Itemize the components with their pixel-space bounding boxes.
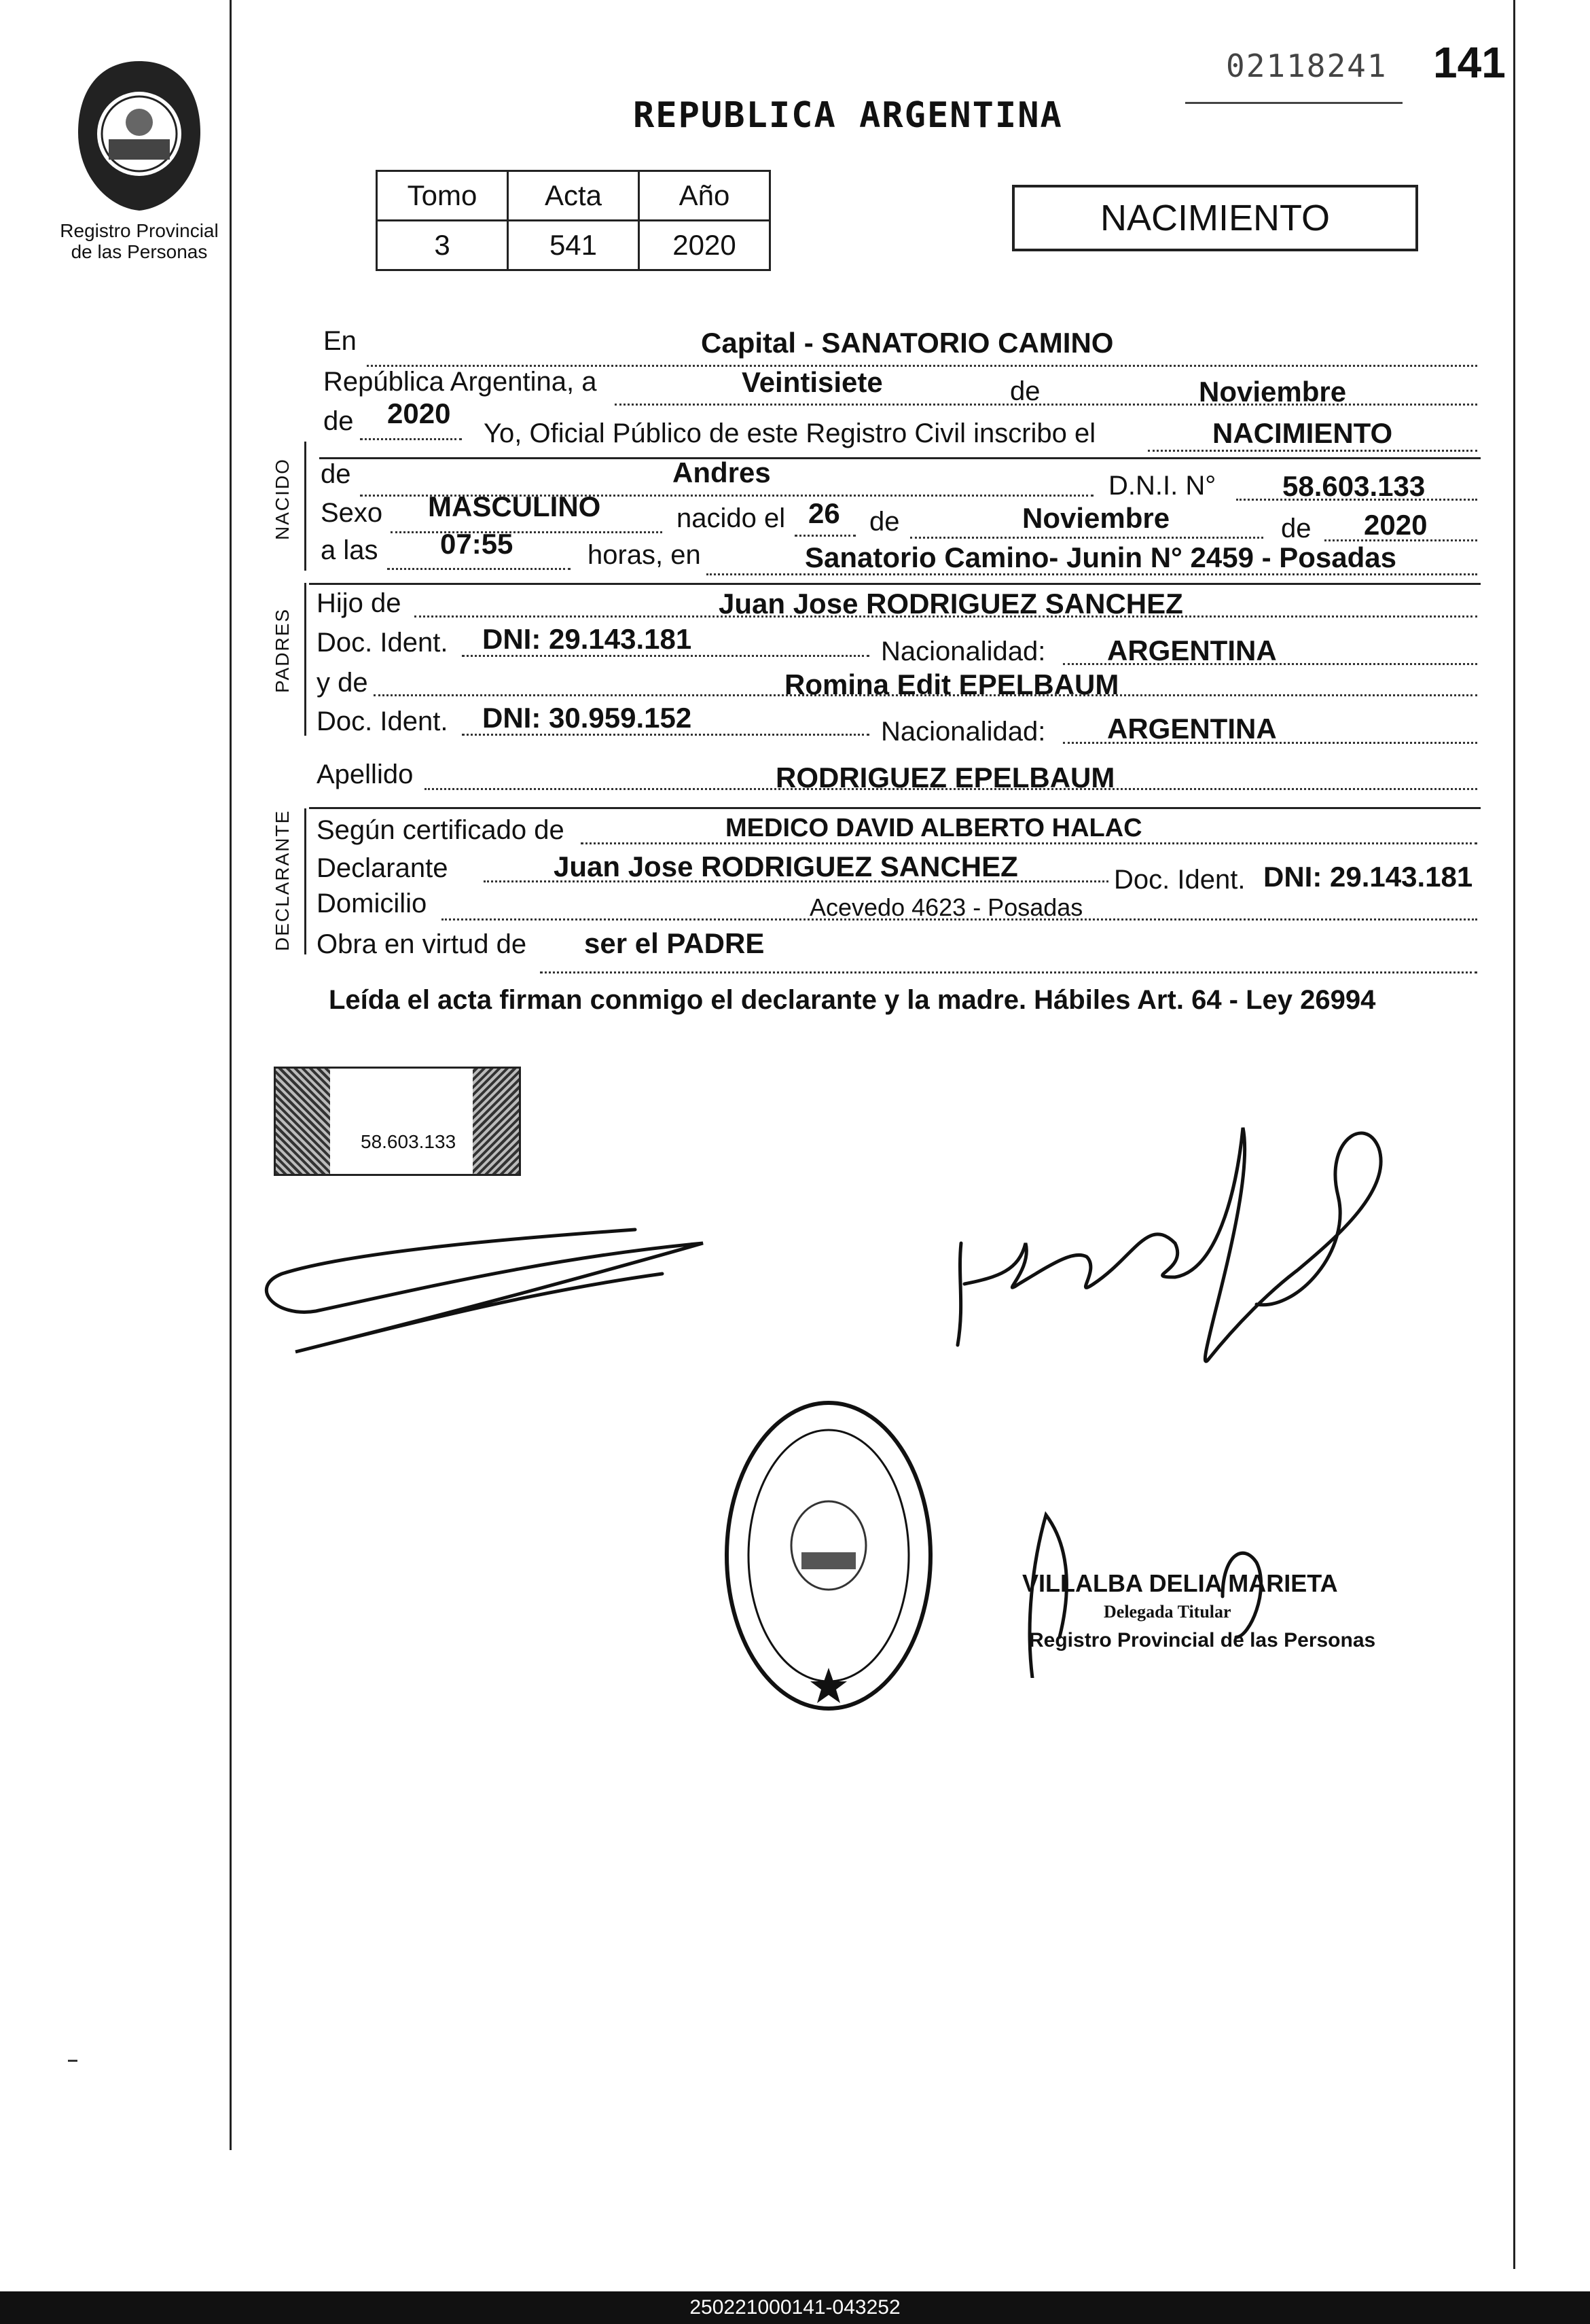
- time: 07:55: [440, 528, 513, 560]
- sexo-value: MASCULINO: [428, 490, 601, 522]
- obra-label: Obra en virtud de: [317, 929, 527, 959]
- en-label: En: [323, 326, 357, 356]
- dni-label: D.N.I. N°: [1108, 471, 1216, 501]
- a-las-label: a las: [321, 535, 378, 565]
- father-nat: ARGENTINA: [1107, 634, 1277, 666]
- sexo-dots: [391, 531, 662, 533]
- de-label-5: de: [1281, 514, 1312, 543]
- header-tomo: Tomo: [377, 171, 508, 221]
- year: 2020: [387, 397, 451, 429]
- name: Andres: [672, 457, 771, 488]
- place-dots: [706, 573, 1477, 575]
- inscribe-dots: [1148, 450, 1477, 452]
- mother-doc-dots: [462, 734, 869, 736]
- value-tomo: 3: [377, 221, 508, 270]
- nacido-bracket: [304, 442, 306, 571]
- birth-day: 26: [808, 497, 840, 529]
- apellido-label: Apellido: [317, 759, 414, 789]
- segun-label: Según certificado de: [317, 815, 564, 845]
- father-doc: DNI: 29.143.181: [482, 623, 692, 655]
- stamp-left-pattern: [276, 1069, 330, 1174]
- declarante-label: Declarante: [317, 853, 448, 883]
- mother-nat: ARGENTINA: [1107, 713, 1277, 745]
- dni-stamp: [274, 1067, 521, 1176]
- signature-right: [917, 1101, 1406, 1386]
- header-acta: Acta: [508, 171, 639, 221]
- stamp-number: 58.603.133: [361, 1131, 456, 1152]
- yo-text: Yo, Oficial Público de este Registro Civil inscribo el: [484, 418, 1096, 448]
- en-value: Capital - SANATORIO CAMINO: [701, 327, 1114, 359]
- father-doc-dots: [462, 655, 869, 657]
- yde-label: y de: [317, 668, 368, 698]
- mother-doc-label: Doc. Ident.: [317, 707, 448, 736]
- record-type-box: NACIMIENTO: [1012, 185, 1418, 251]
- divider-1: [319, 457, 1481, 459]
- country-title: REPUBLICA ARGENTINA: [633, 95, 1063, 136]
- domicilio: Acevedo 4623 - Posadas: [810, 893, 1083, 921]
- certificado: MEDICO DAVID ALBERTO HALAC: [725, 814, 1142, 842]
- birth-month: Noviembre: [1022, 502, 1170, 534]
- birth-day-dots: [795, 535, 856, 537]
- left-margin-line: [230, 0, 232, 2150]
- signature-left: [255, 1209, 730, 1365]
- month: Noviembre: [1199, 376, 1347, 408]
- section-declarante: DECLARANTE: [272, 809, 293, 951]
- father: Juan Jose RODRIGUEZ SANCHEZ: [719, 588, 1183, 620]
- day-words: Veintisiete: [742, 366, 883, 398]
- official-name: VILLALBA DELIA MARIETA: [1022, 1569, 1338, 1597]
- de-label-4: de: [869, 507, 900, 537]
- right-margin-line: [1513, 0, 1515, 2269]
- official-title: Delegada Titular: [1104, 1602, 1231, 1622]
- father-nat-label: Nacionalidad:: [881, 637, 1046, 666]
- declarante-bracket: [304, 808, 306, 954]
- header-anio: Año: [639, 171, 770, 221]
- mother-doc: DNI: 30.959.152: [482, 702, 692, 734]
- divider-3: [309, 807, 1481, 809]
- place: Sanatorio Camino- Junin N° 2459 - Posadas: [805, 541, 1397, 573]
- apellido: RODRIGUEZ EPELBAUM: [776, 762, 1115, 793]
- declarante: Juan Jose RODRIGUEZ SANCHEZ: [554, 851, 1018, 882]
- official-org: Registro Provincial de las Personas: [1029, 1629, 1376, 1651]
- de-label-2: de: [323, 406, 354, 436]
- declarante-doc-label: Doc. Ident.: [1114, 865, 1246, 895]
- sexo-label: Sexo: [321, 498, 383, 528]
- nacido-el-label: nacido el: [676, 503, 786, 533]
- declarante-doc: DNI: 29.143.181: [1263, 861, 1473, 893]
- horas-label: horas, en: [588, 540, 701, 570]
- serial-number: 02118241: [1226, 48, 1388, 84]
- stray-mark: [68, 2060, 77, 2062]
- certificado-dots: [581, 842, 1477, 844]
- hijo-label: Hijo de: [317, 588, 401, 618]
- dni-value: 58.603.133: [1282, 470, 1426, 502]
- mother: Romina Edit EPELBAUM: [784, 668, 1119, 700]
- official-seal: [723, 1399, 934, 1712]
- obra: ser el PADRE: [584, 927, 765, 959]
- page-number: 141: [1433, 38, 1506, 87]
- time-dots: [387, 568, 571, 570]
- de-label-3: de: [321, 459, 351, 489]
- misiones-logo: [71, 58, 207, 214]
- inscribe-type: NACIMIENTO: [1212, 417, 1393, 449]
- closing-text: Leída el acta firman conmigo el declarante y la madre. Hábiles Art. 64 - Ley 26994: [329, 985, 1376, 1015]
- padres-bracket: [304, 583, 306, 736]
- registry-name: Registro Provincial de las Personas: [60, 220, 219, 262]
- de-label-1: de: [1010, 376, 1041, 406]
- value-anio: 2020: [639, 221, 770, 270]
- father-doc-label: Doc. Ident.: [317, 628, 448, 658]
- section-padres: PADRES: [272, 607, 293, 693]
- birth-month-dots: [910, 537, 1263, 539]
- divider-2: [309, 583, 1481, 585]
- obra-dots: [540, 971, 1477, 973]
- document-footer-code: 250221000141-043252: [0, 2291, 1590, 2324]
- domicilio-label: Domicilio: [317, 889, 427, 918]
- stamp-right-pattern: [473, 1069, 519, 1174]
- value-acta: 541: [508, 221, 639, 270]
- serial-underline: [1185, 102, 1403, 104]
- year-dots: [360, 438, 462, 440]
- birth-year: 2020: [1364, 509, 1428, 541]
- section-nacido: NACIDO: [272, 458, 293, 540]
- republica-label: República Argentina, a: [323, 367, 597, 397]
- record-table: [376, 170, 771, 271]
- mother-nat-label: Nacionalidad:: [881, 717, 1046, 747]
- rep-dots: [615, 404, 1477, 406]
